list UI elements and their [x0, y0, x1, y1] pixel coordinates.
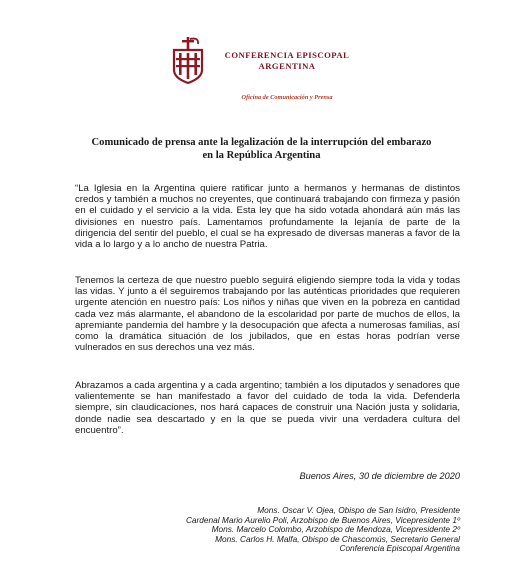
signature-line: Mons. Marcelo Colombo, Arzobispo de Mendoza, Vicepresidente 2º — [211, 524, 460, 535]
body-paragraph: Tenemos la certeza de que nuestro pueblo seguirá eligiendo siempre toda la vida y todas las vidas. Y junto a él seguiremos trabajando por las auténticas prioridades que requieren urgente atención en nuestro país: Los niños y niñas que viven en la pobreza en cantidad cada vez más alarmante, el abandono de la escolaridad por parte de muchos de ellos, la apremiante pandemia del hambre y la desocupación que afecta a numerosas familias, así como la dramática situación de los jubilados, que en estas horas podrían verse vulnerados en sus derechos una vez más. — [75, 275, 460, 354]
organization-name-line2: ARGENTINA — [258, 61, 316, 71]
episcopal-cross-crest-icon — [170, 36, 206, 84]
document-title-line1: Comunicado de prensa ante la legalización de la interrupción del embarazo — [91, 137, 432, 148]
body-paragraph: “La Iglesia en la Argentina quiere ratificar junto a hermanos y hermanas de distintos credos y también a muchos no creyentes, que continuará trabajando con firmeza y pasión en el cuidado y el servicio a la vida. Esta ley que ha sido votada ahondará aún más las divisiones en nuestro país. Lamentamos profundamente la lejanía de parte de la dirigencia del sentir del pueblo, el cual se ha expresado de diversas maneras a favor de la vida a lo largo y a lo ancho de nuestra Patria. — [75, 183, 460, 251]
letterhead — [0, 30, 523, 110]
organization-name — [212, 50, 362, 72]
signature-line: Mons. Oscar V. Ojea, Obispo de San Isidro, Presidente — [257, 505, 460, 515]
signature-block — [186, 506, 460, 554]
date-line: Buenos Aires, 30 de diciembre de 2020 — [299, 471, 460, 481]
document-title — [20, 136, 503, 162]
signature-line: Conferencia Episcopal Argentina — [339, 543, 460, 554]
body-paragraph: Abrazamos a cada argentina y a cada argentino; también a los diputados y senadores que valientemente se han manifestado a favor del cuidado de toda la vida. Defenderla siempre, sin claudicaciones, nos hará capaces de construir una Nación justa y solidaria, donde nadie sea descartado y en la que se pueda vivir una verdadera cultura del encuentro”. — [75, 380, 460, 436]
signature-line: Cardenal Mario Aurelio Poli, Arzobispo de Buenos Aires, Vicepresidente 1º — [185, 514, 460, 525]
signature-line: Mons. Carlos H. Malfa, Obispo de Chascomús, Secretario General — [215, 533, 460, 544]
document-title-line2: en la República Argentina — [202, 150, 321, 161]
organization-name-line1: CONFERENCIA EPISCOPAL — [224, 50, 350, 60]
office-name: Oficina de Comunicación y Prensa — [241, 94, 333, 101]
